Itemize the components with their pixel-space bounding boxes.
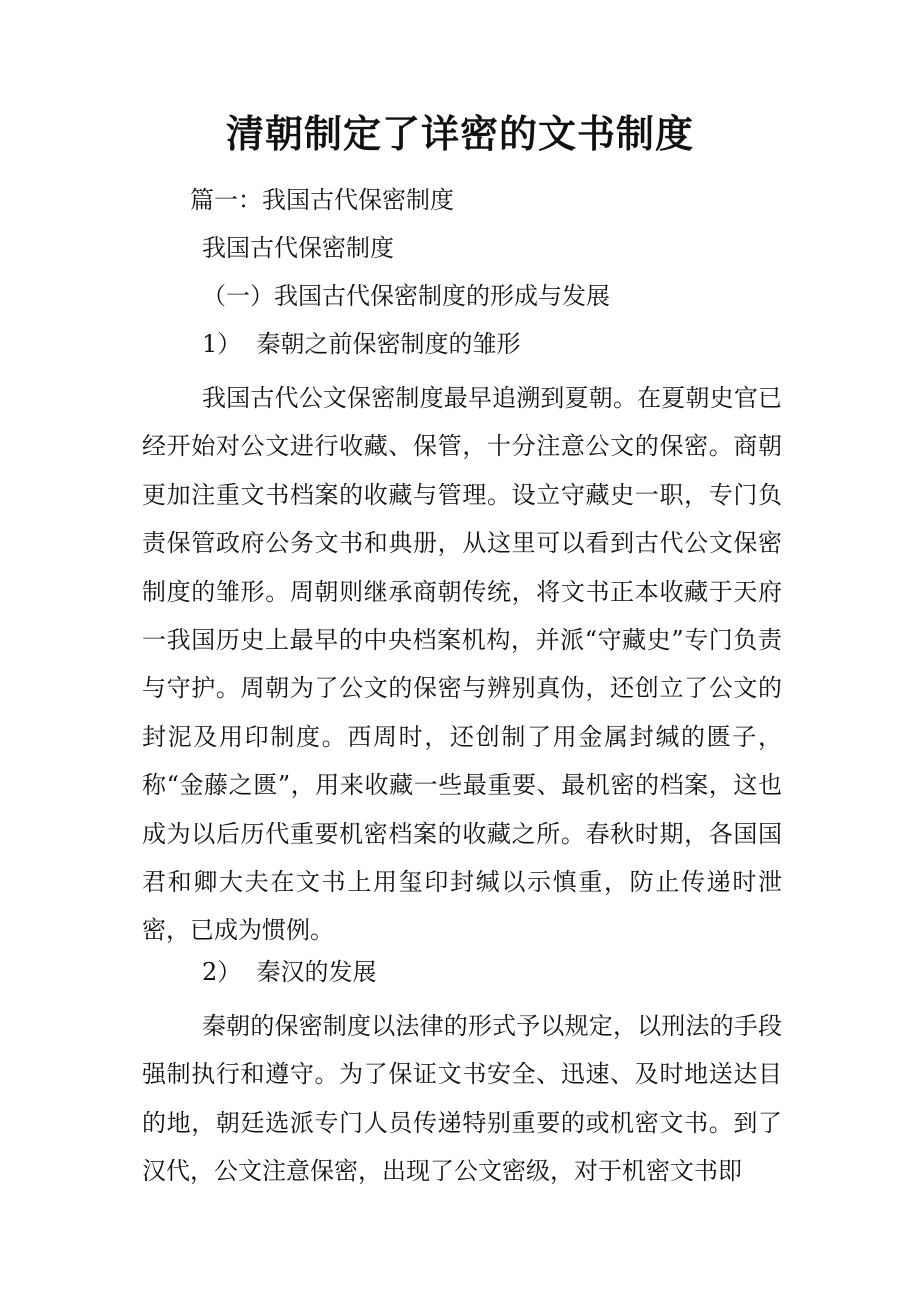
subsection-1-heading: 1） 秦朝之前保密制度的雏形 — [202, 330, 521, 358]
part-heading: （一）我国古代保密制度的形成与发展 — [202, 282, 610, 310]
document-title: 清朝制定了详密的文书制度 — [225, 111, 694, 156]
subsection-2-heading: 2） 秦汉的发展 — [202, 958, 377, 986]
paragraph-2: 秦朝的保密制度以法律的形式予以规定，以刑法的手段强制执行和遵守。为了保证文书安全、迅速、及时地送达目的地，朝廷选派专门人员传递特别重要的或机密文书。到了汉代，公文注意保密，出现了公文密级，对于机密文书即 — [142, 1012, 782, 1186]
section-heading: 篇一：我国古代保密制度 — [190, 186, 454, 214]
paragraph-1: 我国古代公文保密制度最早追溯到夏朝。在夏朝史官已经开始对公文进行收藏、保管，十分注意公文的保密。商朝更加注重文书档案的收藏与管理。设立守藏史一职，专门负责保管政府公务文书和典册，从这里可以看到古代公文保密制度的雏形。周朝则继承商朝传统，将文书正本收藏于天府一我国历史上最早的中央档案机构，并派“守藏史”专门负责与守护。周朝为了公文的保密与辨别真伪，还创立了公文的封泥及用印制度。西周时，还创制了用金属封缄的匮子，称“金藤之匮”，用来收藏一些最重要、最机密的档案，这也成为以后历代重要机密档案的收藏之所。春秋时期，各国国君和卿大夫在文书上用玺印封缄以示慎重，防止传递时泄密，已成为惯例。 — [142, 384, 782, 945]
subtitle: 我国古代保密制度 — [202, 234, 394, 262]
